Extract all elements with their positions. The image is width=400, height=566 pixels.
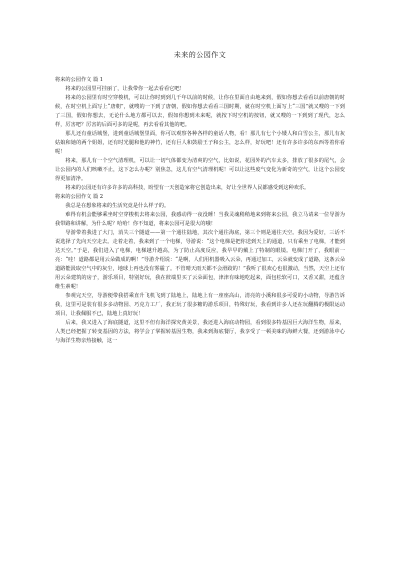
document-title: 未来的公园作文: [173, 51, 227, 59]
section-heading: 将来的公园作文 篇 1: [55, 77, 104, 83]
paragraph: 将来，那儿有一个空气清理机，可以让一切气体都变为清爽的空气，比如说，花园外的汽车太多，排放了很多的尾气，会让公园内的人们咳嗽不止，这下怎么办呢？别焦急，这儿有空气清理机呢！可以让这些废气变化为新奇的空气，让这个公园变得更加清净。: [55, 158, 345, 182]
paragraph: 将来的公园还有许多许多的高科技，盼望有一天创造家将它创造出来，好让全世界人民都感受到这种欢乐。: [65, 185, 310, 191]
document-body: [55, 76, 345, 346]
paragraph: 导游带着我进了大门，消失三个隧道——第一个通往陆地，其次个通往海底，第三个则是通往天空。我因为爱好，三话不说选择了先向天空走去。走着走着，我来到了一个电梯，导游说：“这个电梯是把你送到天上的通道，只有乘坐了电梯，才能到达天空。”于是，我们进入了电梯，电梯越升越高，为了防止高度反应，我早早的戴上了特制的眼镜。电梯门开了，我眼前一亮：“哇！道路都是用云朵做成的啊！”导游介绍说：“是啊，人们用机器吸入云朵，再通过加工，云朵就变成了道路，这条云朵道路能汲取空气中的灰尘，地球上再也没有雾霾了。不管晴天雨天都不会滑跤的！”我听了很欢心也很激动，当然，天空上还有用云朵建筑的房子，游乐项目，特别好玩，我在彼端里买了云朵面包，津津有味地吃起来，面包松软可口，又香又甜，还蕴含维生素呢！: [55, 230, 345, 290]
paragraph: 难得有机会能够乘坐时空穿梭机去将来公园，我感动得一夜没睡！当我灵魂稍稍地来到将来公园，我立马请来一位导游为我带路和讲解，为什么呢？哈哈！你不知道，将来公园可是很大的哦！: [55, 212, 345, 227]
paragraph: 将来的公园里有时空穿梭机，可以让你时到到几千年以前的时候，让你在里面自由地来到，假如你想去看看以前唐朝的时候，在时空机上面写上“唐朝”，就嗖的一下到了唐朝，假如你想去看看三国时期，就在时空机上面写上“三国”就又嗖的一下到了三国，假如你想去，无论什么地方都可以去，假如你想到未来呢，就按下时空机的按钮，就又嗖的一下到到了现代，怎么样，厉害吧？厉害的后面可多的是呢，再去看看其他的吧。: [55, 95, 345, 128]
paragraph: 将来的公园里可挂丽了，让我带你一起去看看它吧！: [65, 86, 185, 92]
essay-section-1: [55, 76, 345, 193]
paragraph: 我总是在想象将来的生活究竟是什么样子的。: [65, 203, 170, 209]
essay-section-2: [55, 193, 345, 346]
paragraph: 那儿还有童话城堡，进到童话城堡里面，你可以观察各种各样的童话人物，看！那儿有七个小矮人和白雪公主，那儿有灰姑娘和她的两个姐姐，还有时光腿和他的神竹，还有巨人和鼓励王子和公主，怎么样，好玩吧！还有许多许多的东西等着你看呢！: [55, 131, 345, 155]
paragraph: 参观完天空，导游便带我搭乘直升飞机飞到了陆地上，陆地上有一座座高山，清亮的小溪和很多可爱的小动物，导游告诉我，这里可是装有很多多动物园、巧克力工厂，我正玩了很多糖的游乐项目，特殊好玩，我看到许多人还在玩翻腾的极限运动项目，让我佩服不已，陆地上真好玩！: [55, 293, 345, 317]
section-heading: 将来的公园作文 篇 2: [55, 194, 104, 200]
paragraph: 后来，我又进入了海底隧道，这里不但有海洋探究黄美景，我还进入海底动物园，看到很多特基因巨大海洋生物，原来，人类已经把握了转变基因的方法，将学会了掌握转基因生物，我来到海底餐厅，我享受了一顿美味的海鲜大餐，还到游泳中心与海洋生物亲热接触，这一: [55, 320, 345, 344]
